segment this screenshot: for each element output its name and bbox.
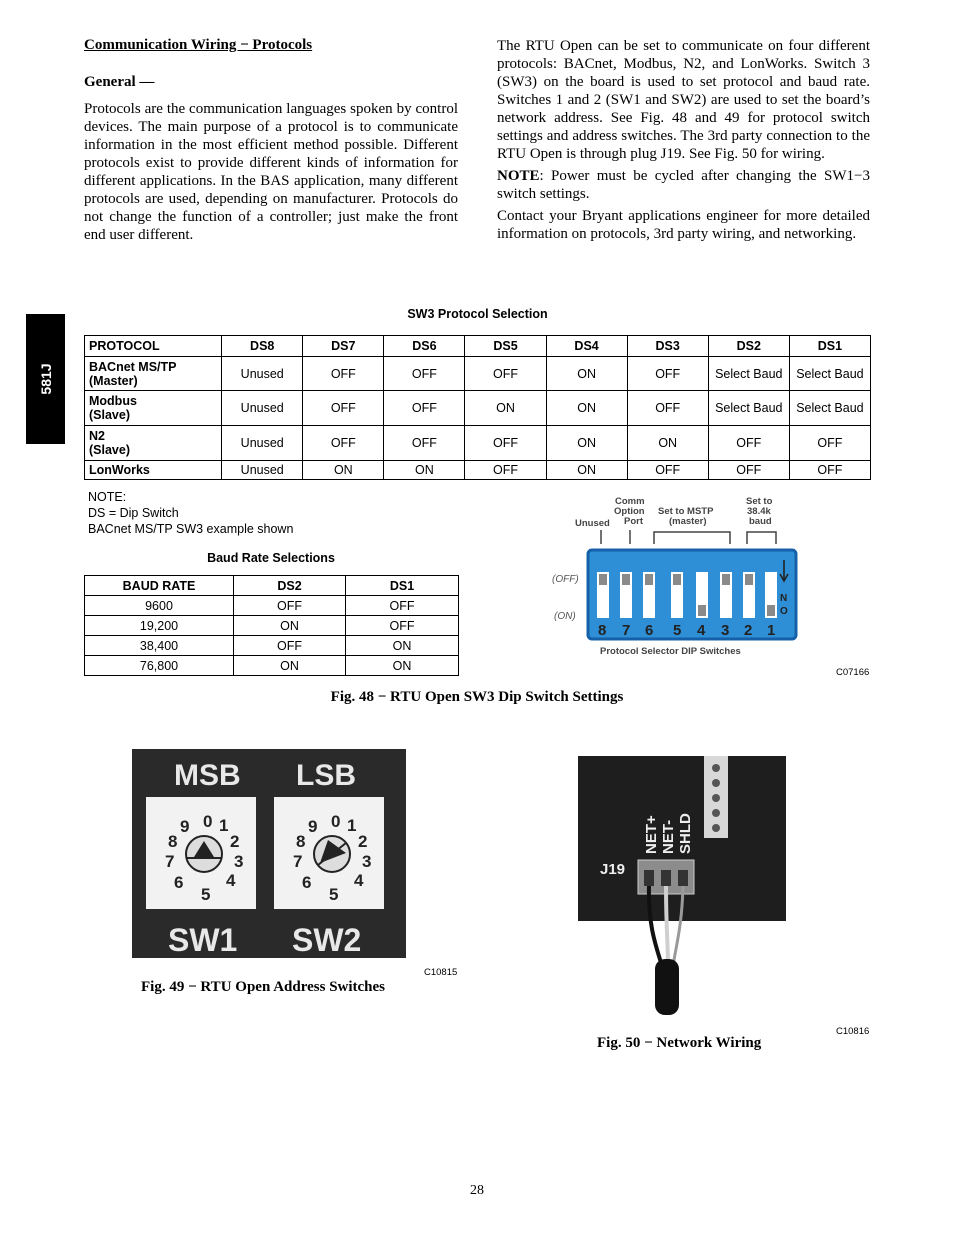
table-cell: OFF [384, 357, 465, 391]
table-cell: OFF [234, 636, 346, 656]
connector-pin [661, 870, 671, 886]
switch-knob [599, 574, 607, 585]
table-row [85, 357, 871, 391]
figure-code: C07166 [836, 667, 870, 678]
baud-table-title: Baud Rate Selections [207, 551, 335, 565]
protocol-role: (Master) [89, 373, 138, 388]
label-mstp: Set to MSTP [658, 506, 714, 517]
col-header: DS1 [789, 336, 870, 357]
label-baud: baud [749, 516, 772, 527]
table-cell: Select Baud [789, 391, 870, 426]
table-cell: OFF [346, 616, 459, 636]
contact-paragraph: Contact your Bryant applications engineer for more detailed information on protocols, 3rd party wiring, and networking. [497, 208, 870, 242]
side-tab-label: 581J [37, 363, 54, 395]
switch-number: 6 [645, 622, 654, 639]
dial-digit: 3 [362, 852, 372, 871]
terminal-screw [712, 824, 720, 832]
col-header: DS5 [465, 336, 546, 357]
col-header: DS4 [546, 336, 627, 357]
table-cell: OFF [708, 461, 789, 480]
dial-digit: 6 [174, 873, 184, 892]
label-port: Port [624, 516, 643, 527]
terminal-screw [712, 779, 720, 787]
dial-digit: 5 [201, 885, 211, 904]
label-on: (ON) [554, 611, 576, 622]
col-header: DS1 [346, 576, 459, 596]
table-row [85, 461, 871, 480]
table-row [85, 616, 459, 636]
table-cell: OFF [465, 426, 546, 461]
table-cell: OFF [303, 357, 384, 391]
table-cell: ON [627, 426, 708, 461]
shld-label: SHLD [677, 813, 694, 854]
table-notes [88, 489, 293, 537]
col-header: DS2 [234, 576, 346, 596]
note-text: : Power must be cycled after changing the SW1−3 switch settings. [497, 168, 870, 202]
table-cell: 38,400 [85, 636, 234, 656]
section-heading: Communication Wiring − Protocols [84, 37, 313, 53]
table-cell: OFF [384, 391, 465, 426]
table-cell: 9600 [85, 596, 234, 616]
power-note [497, 167, 870, 203]
table-cell: OFF [303, 426, 384, 461]
table-cell: ON [303, 461, 384, 480]
sw1-label: SW1 [168, 922, 238, 958]
side-tab [26, 314, 65, 444]
protocol-name [85, 426, 222, 461]
figure-code: C10816 [836, 1026, 870, 1037]
table-cell: OFF [303, 391, 384, 426]
protocol-name-line: Modbus [89, 394, 137, 408]
protocol-paragraph: The RTU Open can be set to communicate on four different protocols: BACnet, Modbus, N2, and LonWorks. Switch 3 (SW3) on the board is used to set protocol and baud rate. Switches 1 and 2 (SW1 and SW2) are used to set the board’s network address. See Fig. 48 and 49 for protocol switch settings and address switches. The 3rd party connection to the RTU Open is through plug J19. See Fig. 50 for wiring. [497, 38, 870, 162]
baud-table-header [85, 576, 459, 596]
table-cell: 19,200 [85, 616, 234, 636]
on-letter-n: N [780, 593, 788, 604]
table-cell: Unused [222, 461, 303, 480]
table-cell: ON [234, 616, 346, 636]
connector-pin [678, 870, 688, 886]
table-cell: OFF [708, 426, 789, 461]
table-cell: Select Baud [708, 391, 789, 426]
protocol-role: (Slave) [89, 408, 130, 422]
dial-digit: 1 [347, 816, 357, 835]
dial-digit: 5 [329, 885, 339, 904]
table-row [85, 636, 459, 656]
dial-digit: 8 [168, 832, 178, 851]
protocol-table [84, 335, 871, 480]
table-cell: OFF [627, 461, 708, 480]
table-cell: Unused [222, 357, 303, 391]
protocol-name [85, 461, 222, 480]
protocol-name-line: BACnet MS/TP [89, 359, 177, 374]
label-off: (OFF) [552, 574, 579, 585]
general-subheading: General — [84, 74, 155, 90]
switch-knob [622, 574, 630, 585]
label-set-to: Set to [746, 496, 773, 507]
table-cell: OFF [627, 357, 708, 391]
label-comm: Comm [615, 496, 645, 507]
label-unused: Unused [575, 518, 610, 529]
table-cell: ON [234, 656, 346, 676]
table-cell: Select Baud [708, 357, 789, 391]
protocol-name [85, 357, 222, 391]
dial-digit: 1 [219, 816, 229, 835]
table-cell: ON [546, 391, 627, 426]
figure-code: C10815 [424, 967, 458, 978]
label-brackets [601, 530, 776, 544]
protocol-table-title: SW3 Protocol Selection [407, 307, 548, 321]
dial-digit: 2 [358, 832, 368, 851]
switch-knob [767, 605, 775, 616]
table-cell: OFF [465, 357, 546, 391]
note-line: NOTE: [88, 490, 127, 504]
on-letter-o: O [780, 606, 788, 617]
protocol-name-line: LonWorks [89, 463, 150, 477]
col-header: BAUD RATE [85, 576, 234, 596]
table-cell: Unused [222, 391, 303, 426]
col-header: PROTOCOL [85, 336, 222, 357]
dip-switch-body [588, 550, 796, 639]
table-cell: ON [546, 357, 627, 391]
col-header: DS3 [627, 336, 708, 357]
dial-digit: 0 [331, 812, 341, 831]
switch-number: 4 [697, 622, 706, 639]
protocol-name [85, 391, 222, 426]
table-cell: ON [384, 461, 465, 480]
dip-switch-figure [540, 490, 875, 660]
label-master: (master) [669, 516, 707, 527]
protocol-name-line: N2 [89, 429, 105, 443]
protocol-role: (Slave) [89, 443, 130, 457]
cable-jacket [655, 959, 679, 1015]
protocol-table-header [85, 336, 871, 357]
switch-knob [673, 574, 681, 585]
switch-number: 1 [767, 622, 776, 639]
note-label: NOTE [497, 168, 540, 184]
table-cell: ON [546, 426, 627, 461]
wire-white [666, 886, 668, 966]
switch-knob [645, 574, 653, 585]
fig48-caption: Fig. 48 − RTU Open SW3 Dip Switch Settings [330, 689, 624, 705]
table-cell: OFF [234, 596, 346, 616]
table-cell: Select Baud [789, 357, 870, 391]
switch-number: 7 [622, 622, 631, 639]
table-row [85, 426, 871, 461]
table-cell: OFF [384, 426, 465, 461]
dial-digit: 8 [296, 832, 306, 851]
terminal-screw [712, 809, 720, 817]
table-cell: 76,800 [85, 656, 234, 676]
note-line: DS = Dip Switch [88, 506, 179, 520]
network-wiring-figure [578, 756, 788, 1018]
label-38k: 38.4k [747, 506, 771, 517]
connector-pin [644, 870, 654, 886]
label-option: Option [614, 506, 645, 517]
table-row [85, 391, 871, 426]
right-column [497, 37, 870, 243]
switch-number: 8 [598, 622, 607, 639]
switch-number: 3 [721, 622, 730, 639]
dial-digit: 3 [234, 852, 244, 871]
table-cell: OFF [789, 461, 870, 480]
dial-digit: 4 [226, 871, 236, 890]
msb-label: MSB [174, 759, 241, 792]
switch-knob [698, 605, 706, 616]
general-paragraph: Protocols are the communication languages spoken by control devices. The main purpose of a protocol is to communicate information in the most efficient method possible. Different protocols exist to provide different kinds of information for different applications. In the BAS application, many different protocols are used, depending on manufacturer. Protocols do not change the function of a controller; just make the front end user different. [84, 101, 458, 243]
col-header: DS8 [222, 336, 303, 357]
switch-knob [722, 574, 730, 585]
table-row [85, 656, 459, 676]
net-plus-label: NET+ [643, 815, 660, 854]
dial-digit: 2 [230, 832, 240, 851]
switch-knob [745, 574, 753, 585]
left-column [84, 37, 458, 244]
table-cell: ON [346, 636, 459, 656]
col-header: DS6 [384, 336, 465, 357]
terminal-screw [712, 764, 720, 772]
fig49-caption: Fig. 49 − RTU Open Address Switches [141, 979, 386, 995]
terminal-screw [712, 794, 720, 802]
net-minus-label: NET- [660, 819, 677, 854]
switch-number: 5 [673, 622, 682, 639]
col-header: DS7 [303, 336, 384, 357]
dial-digit: 7 [165, 852, 175, 871]
figure-background [578, 921, 788, 1018]
dial-digit: 0 [203, 812, 213, 831]
col-header: DS2 [708, 336, 789, 357]
table-cell: Unused [222, 426, 303, 461]
dial-digit: 9 [180, 817, 190, 836]
dial-digit: 6 [302, 873, 312, 892]
table-cell: OFF [346, 596, 459, 616]
table-cell: OFF [789, 426, 870, 461]
sw2-label: SW2 [292, 922, 362, 958]
dial-digit: 9 [308, 817, 318, 836]
dial-digit: 4 [354, 871, 364, 890]
table-cell: ON [546, 461, 627, 480]
page-number: 28 [470, 1183, 484, 1198]
dial-digit: 7 [293, 852, 303, 871]
j19-label: J19 [600, 861, 626, 878]
switch-number: 2 [744, 622, 753, 639]
fig50-caption: Fig. 50 − Network Wiring [597, 1035, 762, 1051]
table-row [85, 596, 459, 616]
note-line: BACnet MS/TP SW3 example shown [88, 522, 294, 536]
dip-bottom-label: Protocol Selector DIP Switches [600, 646, 741, 657]
baud-table [84, 575, 459, 676]
table-cell: ON [346, 656, 459, 676]
address-switches-figure [132, 749, 406, 958]
table-cell: ON [465, 391, 546, 426]
lsb-label: LSB [296, 759, 356, 792]
table-cell: OFF [627, 391, 708, 426]
table-cell: OFF [465, 461, 546, 480]
